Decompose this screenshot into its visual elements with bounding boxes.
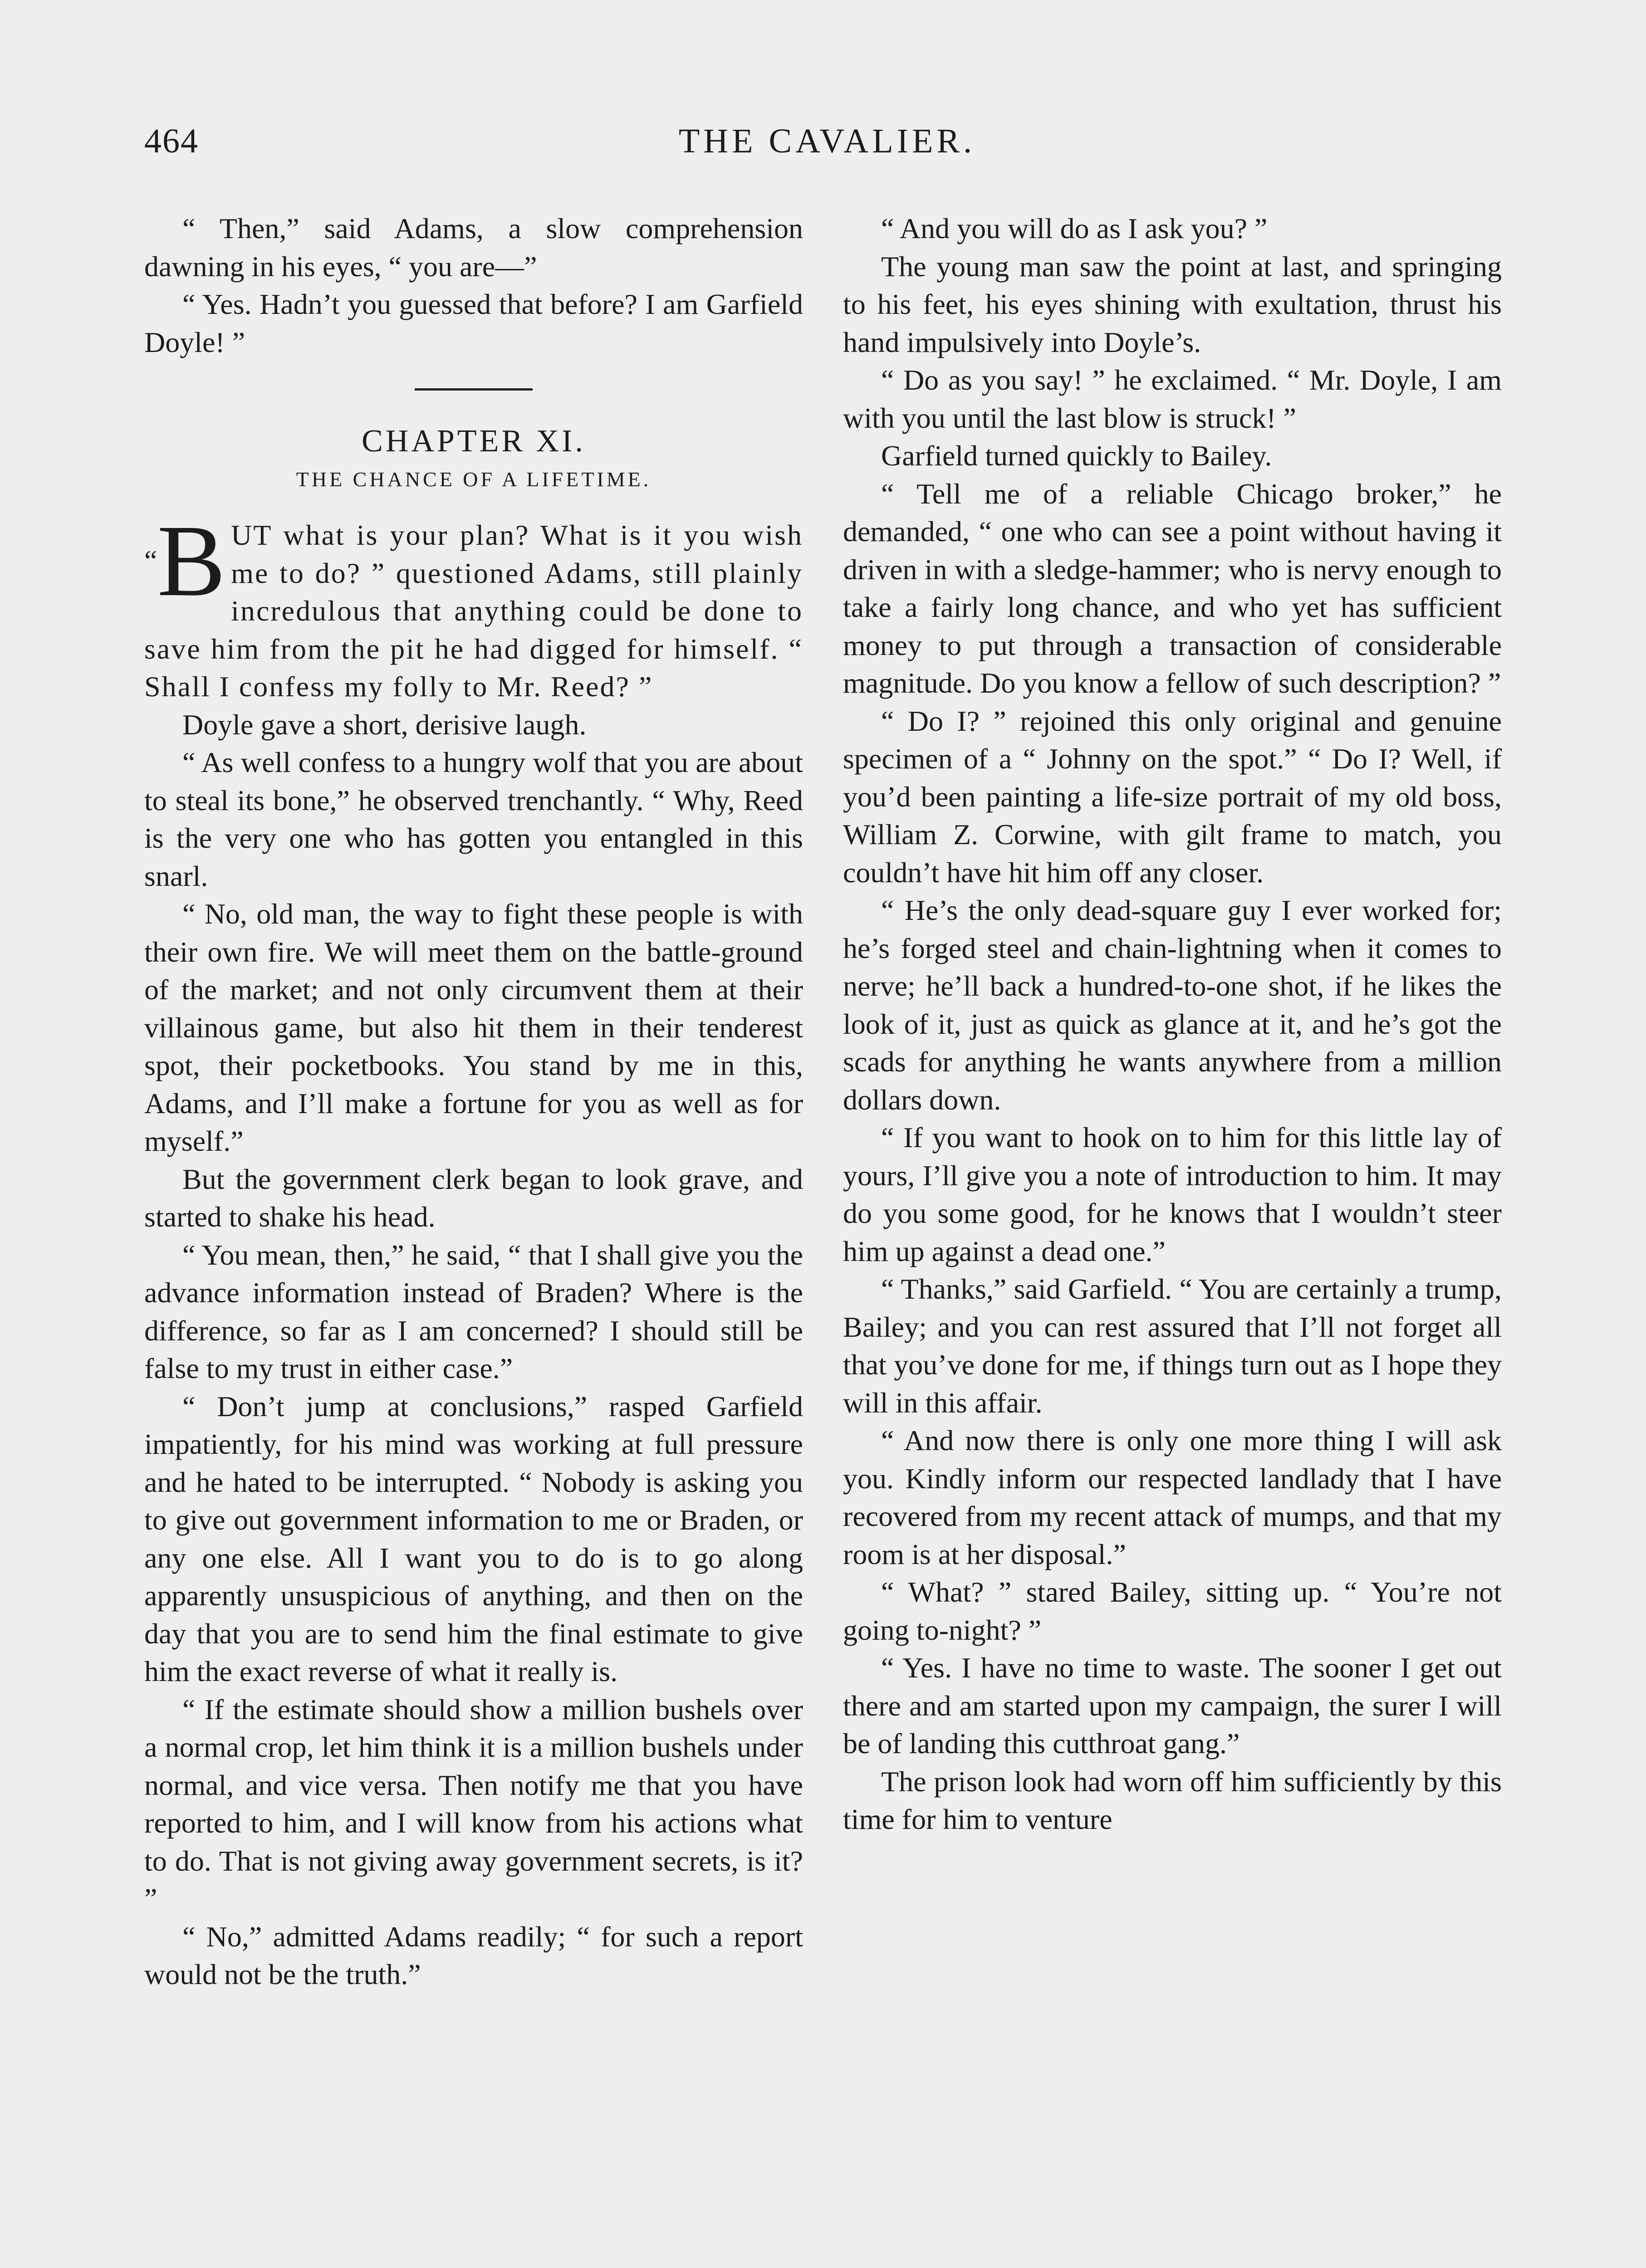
paragraph: “ Then,” said Adams, a slow comprehension dawning in his eyes, “ you are—”	[144, 212, 803, 283]
paragraph: “ Don’t jump at conclusions,” rasped Garfield impatiently, for his mind was working at full pressure and he hated to be interrupted. “ Nobody is asking you to give out government information to me or Braden, or any one else. All I want you to do is to go along apparently unsuspicious of anything, and then on the day that you are to send him the final estimate to give him the exact reverse of what it really is.	[144, 1390, 803, 1687]
page-header	[144, 122, 1510, 171]
paragraph: “ You mean, then,” he said, “ that I shall give you the advance information instead of Braden? Where is the difference, so far as I am concerned? I should still be false to my trust in either case.”	[144, 1238, 803, 1384]
paragraph: “ And now there is only one more thing I will ask you. Kindly inform our respected landlady that I have recovered from my recent attack of mumps, and that my room is at her disposal.”	[843, 1424, 1502, 1570]
paragraph: “ What? ” stared Bailey, sitting up. “ You’re not going to-night? ”	[843, 1576, 1502, 1646]
opening-text: UT what is your plan? What is it you wish me to do? ” questioned Adams, still plainly incredulous that anything could be done to save him from the pit he had digged for himself. “ Shall I confess my folly to Mr. Reed? ”	[144, 519, 803, 703]
paragraph: “ Yes. Hadn’t you guessed that before? I am Garfield Doyle! ”	[144, 288, 803, 358]
paragraph: “ Do I? ” rejoined this only original and genuine specimen of a “ Johnny on the spot.” “ Do I? Well, if you’d been painting a life-size portrait of my old boss, William Z. Corwine, with gilt frame to match, you couldn’t have hit him off any closer.	[843, 704, 1502, 889]
paragraph: Garfield turned quickly to Bailey.	[881, 440, 1272, 472]
running-title: THE CAVALIER.	[678, 122, 976, 160]
paragraph: “ No, old man, the way to fight these people is with their own fire. We will meet them on the battle-ground of the market; and not only circumvent them at their villainous game, but also hit them in their tenderest spot, their pocketbooks. You stand by me in this, Adams, and I’ll make a fortune for you as well as for myself.”	[144, 898, 803, 1157]
paragraph: The prison look had worn off him sufficiently by this time for him to venture	[843, 1765, 1502, 1835]
paragraph: “ Do as you say! ” he exclaimed. “ Mr. Doyle, I am with you until the last blow is struck! ”	[843, 364, 1502, 434]
drop-cap-letter	[144, 504, 226, 617]
drop-cap: B	[157, 504, 226, 617]
paragraph: “ He’s the only dead-square guy I ever worked for; he’s forged steel and chain-lightning when it comes to nerve; he’ll back a hundred-to-one shot, if he likes the look of it, just as quick as glance at it, and he’s got the scads for anything he wants anywhere from a million dollars down.	[843, 894, 1502, 1116]
paragraph: “ And you will do as I ask you? ”	[881, 212, 1268, 244]
paragraph: “ No,” admitted Adams readily; “ for such a report would not be the truth.”	[144, 1920, 803, 1990]
paragraph: “ Tell me of a reliable Chicago broker,” he demanded, “ one who can see a point without having it driven in with a sledge-hammer; who is nervy enough to take a fairly long chance, and who yet has sufficient money to put through a transaction of considerable magnitude. Do you know a fellow of such description? ”	[843, 477, 1502, 699]
paragraph: “ Yes. I have no time to waste. The sooner I get out there and am started upon my campaign, the surer I will be of landing this cutthroat gang.”	[843, 1652, 1502, 1760]
paragraph: But the government clerk began to look grave, and started to shake his head.	[144, 1163, 803, 1233]
drop-cap-quote: “	[144, 544, 157, 577]
paragraph: “ Thanks,” said Garfield. “ You are certainly a trump, Bailey; and you can rest assured that I’ll not forget all that you’ve done for me, if things turn out as I hope they will in this affair.	[843, 1273, 1502, 1419]
paragraph: Doyle gave a short, derisive laugh.	[182, 708, 587, 741]
paragraph: The young man saw the point at last, and springing to his feet, his eyes shining with exultation, thrust his hand impulsively into Doyle’s.	[843, 250, 1502, 358]
right-column	[843, 210, 1502, 1838]
section-divider	[415, 388, 533, 391]
paragraph: “ If you want to hook on to him for this little lay of yours, I’ll give you a note of introduction to him. It may do you some good, for he knows that I wouldn’t steer him up against a dead one.”	[843, 1121, 1502, 1267]
chapter-opening-paragraph	[144, 504, 803, 706]
left-column	[144, 210, 803, 1994]
paragraph: “ As well confess to a hungry wolf that you are about to steal its bone,” he observed trenchantly. “ Why, Reed is the very one who has gotten you entangled in this snarl.	[144, 746, 803, 892]
chapter-title: CHAPTER XI.	[362, 424, 586, 459]
paragraph: “ If the estimate should show a million bushels over a normal crop, let him think it is a million bushels under normal, and vice versa. Then notify me that you have reported to him, and I will know from his actions what to do. That is not giving away government secrets, is it? ”	[144, 1693, 803, 1915]
page-number: 464	[144, 122, 199, 160]
chapter-subtitle: THE CHANCE OF A LIFETIME.	[296, 467, 652, 491]
